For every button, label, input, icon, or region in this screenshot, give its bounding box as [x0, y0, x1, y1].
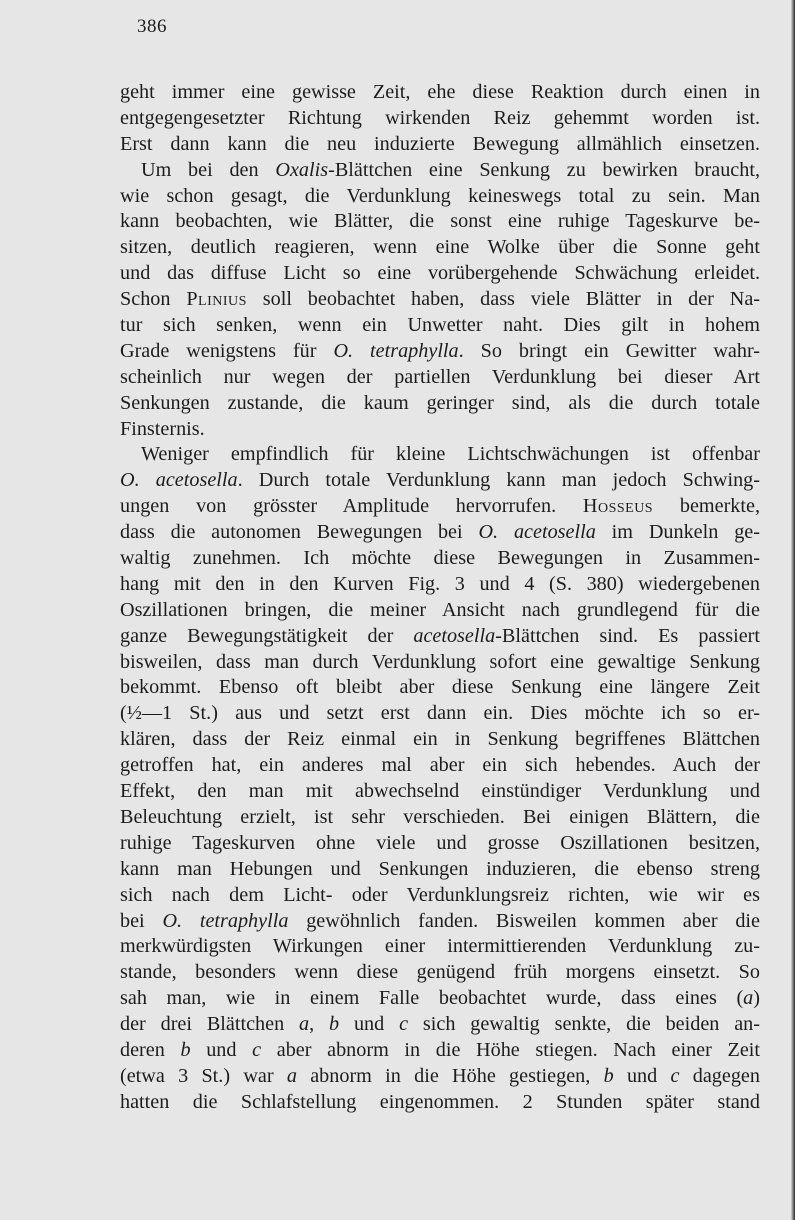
text-segment: sitzen, deutlich reagieren, wenn eine Wolke über die Sonne geht — [120, 236, 760, 259]
text-segment: geht immer eine gewisse Zeit, ehe diese Reaktion durch einen in — [120, 81, 760, 103]
text-segment: im Dunkeln ge- — [595, 521, 760, 544]
body-text — [120, 80, 760, 1116]
text-segment: sah man, wie in einem Falle beobachtet wurde, dass eines ( — [120, 987, 744, 1010]
text-line — [120, 753, 760, 779]
text-segment: dagegen — [679, 1064, 760, 1087]
text-segment: ) — [753, 987, 760, 1010]
text-line — [120, 727, 760, 753]
italic-text: c — [670, 1064, 680, 1087]
text-segment: (½—1 St.) aus und setzt erst dann ein. Dies möchte ich so er- — [120, 702, 760, 725]
text-segment: Weniger empfindlich für kleine Lichtschwächungen ist offenbar — [141, 443, 760, 466]
text-line — [120, 1038, 760, 1064]
text-line — [120, 701, 760, 727]
text-segment: tur sich senken, wenn ein Unwetter naht. Dies gilt in hohem — [120, 314, 760, 337]
text-segment: . So bringt ein Gewitter wahr- — [458, 339, 760, 362]
text-segment: wie schon gesagt, die Verdunklung keineswegs total zu sein. Man — [120, 184, 760, 207]
text-line — [120, 391, 760, 417]
text-line — [120, 598, 760, 624]
text-segment: . Durch totale Verdunklung kann man jedoch Schwing- — [237, 469, 760, 492]
text-line — [120, 934, 760, 960]
text-line — [120, 883, 760, 909]
text-line — [120, 909, 760, 935]
italic-text: O. tetraphylla — [333, 339, 459, 362]
text-line — [120, 624, 760, 650]
text-line — [120, 442, 760, 468]
author-name: Hosseus — [582, 495, 654, 518]
text-segment: stande, besonders wenn diese genügend früh morgens einsetzt. So — [120, 961, 760, 984]
italic-text: a — [286, 1064, 297, 1087]
text-line — [120, 960, 760, 986]
text-segment: gewöhnlich fanden. Bisweilen kommen aber die — [288, 909, 760, 932]
text-segment: kann man Hebungen und Senkungen induzieren, die ebenso streng — [120, 857, 760, 880]
text-segment: bei — [120, 909, 163, 932]
italic-text: O. acetosella — [478, 521, 596, 544]
text-segment: der drei Blättchen — [120, 1013, 300, 1036]
text-line — [120, 572, 760, 598]
page-edge-shadow — [791, 0, 795, 1220]
text-segment: sich nach dem Licht- oder Verdunklungsreiz richten, wie wir es — [120, 883, 760, 906]
text-segment: bisweilen, dass man durch Verdunklung sofort eine gewaltige Senkung — [120, 650, 760, 673]
text-line — [120, 1012, 760, 1038]
text-segment: und das diffuse Licht so eine vorübergehende Schwächung erleidet. — [120, 262, 760, 285]
italic-text: O. acetosella — [120, 469, 238, 492]
italic-text: acetosella — [413, 624, 496, 647]
text-segment: scheinlich nur wegen der partiellen Verdunklung bei dieser Art — [120, 365, 760, 388]
text-line — [120, 80, 760, 106]
italic-text: b — [329, 1013, 340, 1036]
text-line — [120, 184, 760, 210]
text-segment: entgegengesetzter Richtung wirkenden Reiz gehemmt worden ist. — [120, 106, 760, 129]
text-line — [120, 650, 760, 676]
text-line — [120, 831, 760, 857]
text-line — [120, 986, 760, 1012]
text-segment: ruhige Tageskurven ohne viele und grosse Oszillationen besitzen, — [120, 831, 760, 854]
italic-text: b — [180, 1038, 191, 1061]
text-segment: -Blättchen eine Senkung zu bewirken braucht, — [328, 158, 760, 181]
italic-text: Oxalis — [275, 158, 329, 181]
text-line — [120, 235, 760, 261]
text-segment: bemerkte, — [653, 495, 760, 518]
text-line — [120, 313, 760, 339]
text-segment: , — [309, 1013, 330, 1036]
text-line — [120, 857, 760, 883]
text-line — [120, 779, 760, 805]
text-line — [120, 261, 760, 287]
text-line — [120, 287, 760, 313]
text-segment: soll beobachtet haben, dass viele Blätter in der Na- — [246, 288, 760, 311]
text-segment: -Blättchen sind. Es passiert — [495, 624, 760, 647]
text-segment: ganze Bewegungstätigkeit der — [120, 624, 414, 647]
text-line — [120, 805, 760, 831]
text-line — [120, 365, 760, 391]
italic-text: a — [299, 1013, 310, 1036]
text-line — [120, 339, 760, 365]
text-segment: klären, dass der Reiz einmal ein in Senkung begriffenes Blättchen — [120, 728, 760, 751]
text-line — [120, 209, 760, 235]
text-segment: ungen von grösster Amplitude hervorrufen. — [120, 495, 583, 518]
text-line — [120, 494, 760, 520]
italic-text: O. tetraphylla — [162, 909, 289, 932]
text-segment: merkwürdigsten Wirkungen einer intermittierenden Verdunklung zu- — [120, 935, 760, 958]
text-segment: Beleuchtung erzielt, ist sehr verschieden. Bei einigen Blättern, die — [120, 805, 760, 828]
text-segment: kann beobachten, wie Blätter, die sonst eine ruhige Tageskurve be- — [120, 210, 760, 233]
text-segment: aber abnorm in die Höhe stiegen. Nach einer Zeit — [261, 1038, 760, 1061]
text-segment: abnorm in die Höhe gestiegen, — [296, 1064, 604, 1087]
text-segment: dass die autonomen Bewegungen bei — [120, 521, 479, 544]
text-segment: Grade wenigstens für — [120, 339, 334, 362]
text-segment: deren — [120, 1038, 181, 1061]
text-segment: Effekt, den man mit abwechselnd einstündiger Verdunklung und — [120, 780, 760, 803]
text-line — [120, 468, 760, 494]
text-line — [120, 520, 760, 546]
text-line — [120, 675, 760, 701]
text-segment: Finsternis. — [120, 417, 205, 440]
italic-text: b — [603, 1064, 614, 1087]
author-name: Plinius — [186, 288, 247, 311]
text-segment: und — [190, 1038, 253, 1061]
text-line — [120, 1090, 760, 1116]
text-segment: waltig zunehmen. Ich möchte diese Bewegungen in Zusammen- — [120, 547, 760, 570]
text-segment: getroffen hat, ein anderes mal aber ein sich hebendes. Auch der — [120, 754, 760, 777]
text-line — [120, 1064, 760, 1090]
text-line — [120, 417, 760, 443]
text-line — [120, 158, 760, 184]
text-line — [120, 132, 760, 158]
text-segment: (etwa 3 St.) war — [120, 1064, 287, 1087]
text-segment: Um bei den — [141, 158, 276, 181]
text-segment: Schon — [120, 288, 187, 311]
text-line — [120, 546, 760, 572]
text-segment: hang mit den in den Kurven Fig. 3 und 4 (S. 380) wiedergebenen — [120, 572, 760, 595]
text-segment: Oszillationen bringen, die meiner Ansicht nach grundlegend für die — [120, 598, 760, 621]
italic-text: c — [252, 1038, 262, 1061]
text-segment: Erst dann kann die neu induzierte Bewegung allmählich einsetzen. — [120, 132, 760, 155]
text-segment: und — [613, 1064, 671, 1087]
page-number: 386 — [137, 16, 167, 37]
text-segment: und — [339, 1013, 400, 1036]
italic-text: c — [399, 1013, 409, 1036]
text-line — [120, 106, 760, 132]
text-segment: sich gewaltig senkte, die beiden an- — [408, 1013, 761, 1036]
italic-text: a — [743, 987, 754, 1010]
text-segment: hatten die Schlafstellung eingenommen. 2 Stunden später stand — [120, 1090, 760, 1113]
text-segment: Senkungen zustande, die kaum geringer sind, als die durch totale — [120, 391, 760, 414]
text-segment: bekommt. Ebenso oft bleibt aber diese Senkung eine längere Zeit — [120, 676, 760, 699]
